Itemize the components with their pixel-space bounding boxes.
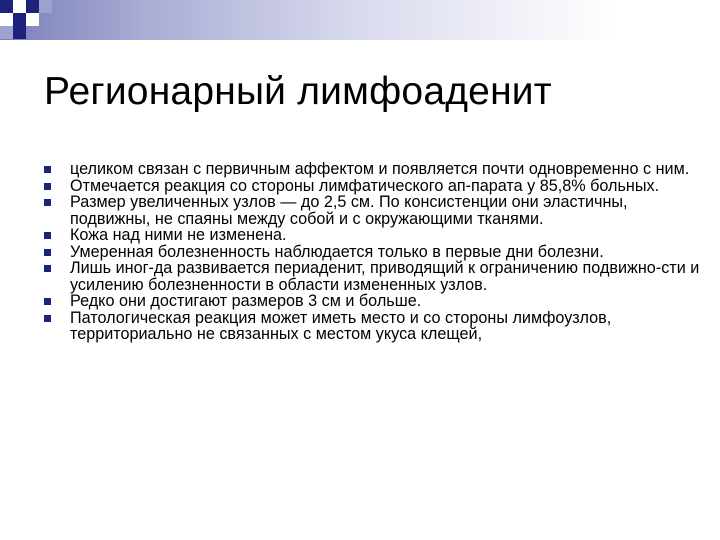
square-bullet-icon bbox=[44, 199, 51, 206]
bullet-text: Патологическая реакция может иметь место и со стороны лимфоузлов, территориально не связанных с местом укуса клещей, bbox=[70, 308, 612, 343]
slide-title: Регионарный лимфоаденит bbox=[44, 70, 552, 113]
bullet-text: Размер увеличенных узлов — до 2,5 см. По консистенции они эластичны, подвижны, не спаяны между собой и с окружающими тканями. bbox=[70, 193, 628, 228]
square-bullet-icon bbox=[44, 265, 51, 272]
decor-square bbox=[26, 13, 39, 26]
bullet-item bbox=[44, 161, 704, 178]
bullet-text: Редко они достигают размеров 3 см и больше. bbox=[70, 292, 422, 310]
bullet-list bbox=[44, 161, 704, 343]
decor-square bbox=[39, 0, 52, 13]
bullet-item bbox=[44, 260, 704, 293]
bullet-item bbox=[44, 194, 704, 227]
bullet-text: целиком связан с первичным аффектом и появляется почти одновременно с ним. bbox=[70, 160, 690, 178]
decor-square bbox=[0, 13, 13, 26]
square-bullet-icon bbox=[44, 166, 51, 173]
bullet-text: Умеренная болезненность наблюдается только в первые дни болезни. bbox=[70, 242, 604, 261]
bullet-item bbox=[44, 293, 704, 310]
bullet-text: Лишь иног-да развивается периаденит, приводящий к ограничению подвижно-сти и усилению болезненности в области измененных узлов. bbox=[70, 259, 700, 294]
square-bullet-icon bbox=[44, 298, 51, 305]
decor-square bbox=[26, 0, 39, 13]
header-gradient-band bbox=[0, 0, 720, 40]
bullet-item bbox=[44, 310, 704, 343]
square-bullet-icon bbox=[44, 183, 51, 190]
decor-square bbox=[13, 26, 26, 39]
decor-square bbox=[0, 26, 13, 39]
decor-square bbox=[13, 0, 26, 13]
bullet-item bbox=[44, 178, 704, 195]
decor-square bbox=[13, 13, 26, 26]
square-bullet-icon bbox=[44, 249, 51, 256]
bullet-item bbox=[44, 227, 704, 244]
bullet-text: Отмечается реакция со стороны лимфатического ап-парата у 85,8% больных. bbox=[70, 176, 660, 195]
decor-square bbox=[0, 0, 13, 13]
bullet-text: Кожа над ними не изменена. bbox=[70, 226, 287, 244]
bullet-item bbox=[44, 244, 704, 261]
square-bullet-icon bbox=[44, 315, 51, 322]
square-bullet-icon bbox=[44, 232, 51, 239]
